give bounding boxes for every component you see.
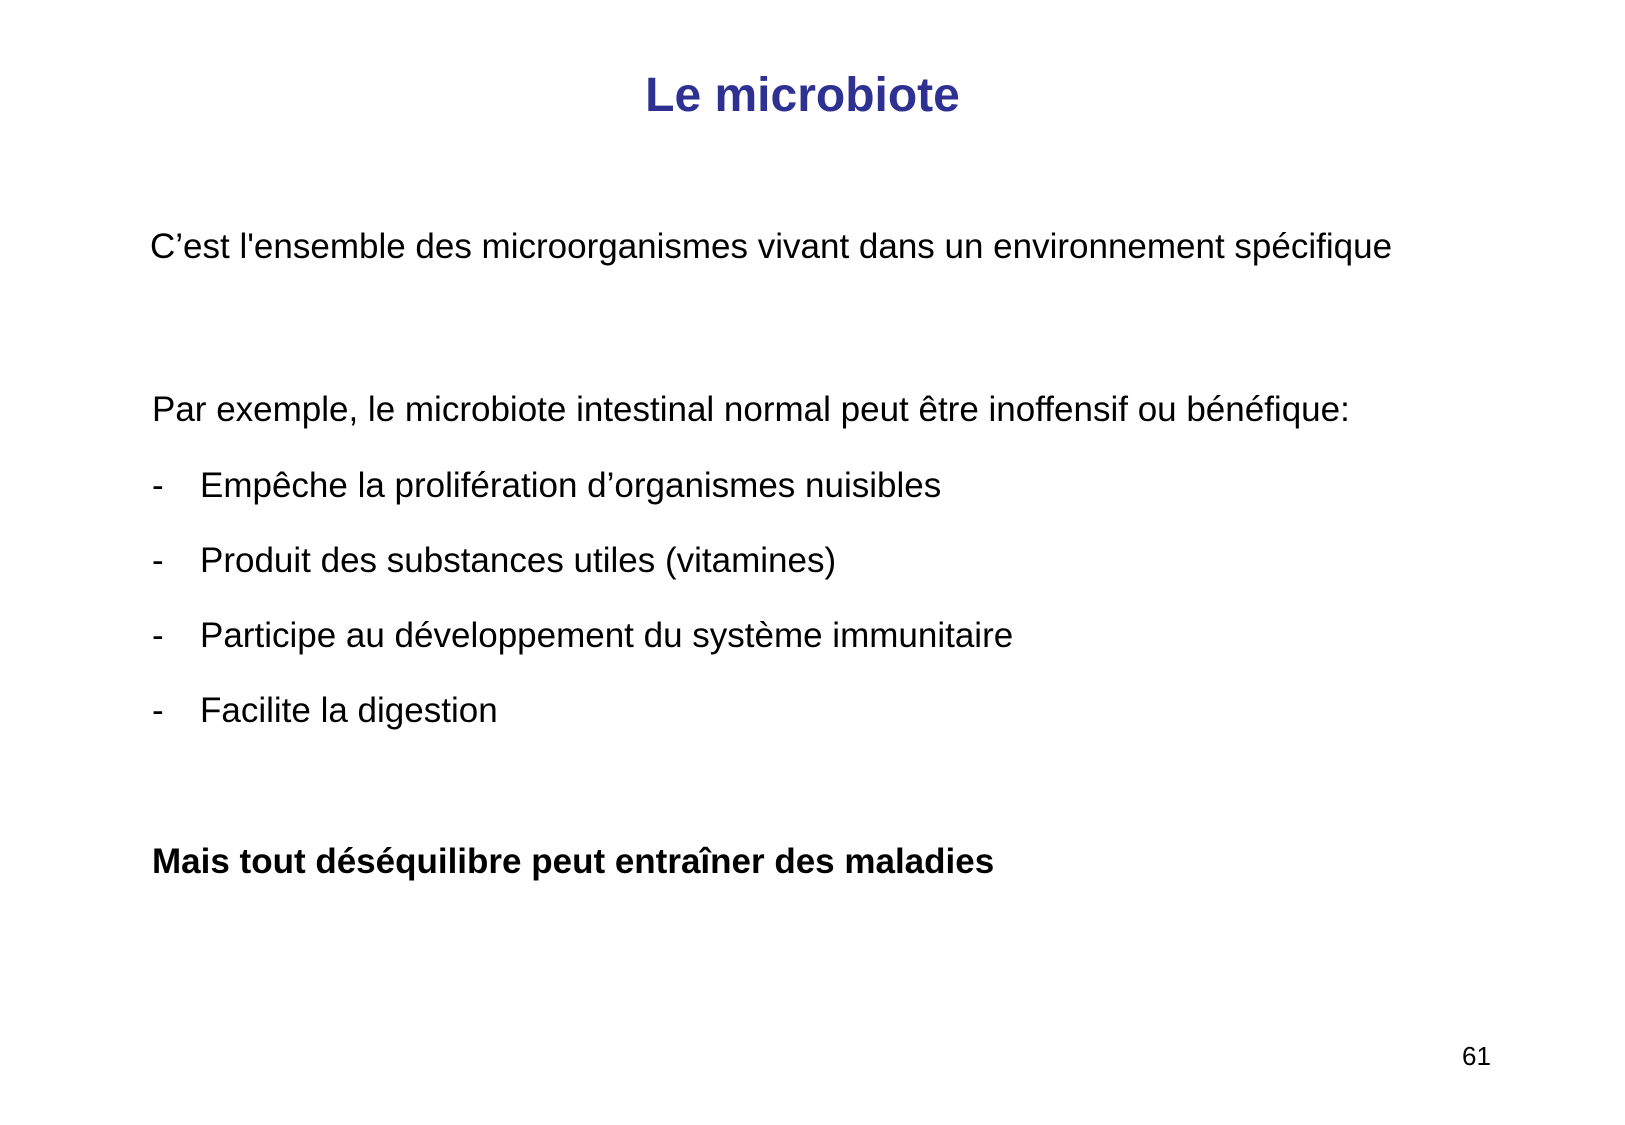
definition-text: C’est l'ensemble des microorganismes vivant dans un environnement spécifique [150, 227, 1393, 266]
list-item: Participe au développement du système immunitaire [200, 616, 1014, 655]
list-item: Facilite la digestion [200, 691, 498, 730]
list-item: Empêche la prolifération d’organismes nuisibles [200, 466, 942, 505]
bullet-marker: - [152, 616, 164, 655]
bullet-marker: - [152, 466, 164, 505]
conclusion-text: Mais tout déséquilibre peut entraîner des maladies [152, 842, 995, 881]
page-number: 61 [1462, 1041, 1491, 1071]
bullet-marker: - [152, 541, 164, 580]
bullet-marker: - [152, 691, 164, 730]
list-item: Produit des substances utiles (vitamines) [200, 541, 837, 580]
intro-text: Par exemple, le microbiote intestinal normal peut être inoffensif ou bénéfique: [152, 390, 1350, 429]
slide-title: Le microbiote [645, 69, 960, 122]
